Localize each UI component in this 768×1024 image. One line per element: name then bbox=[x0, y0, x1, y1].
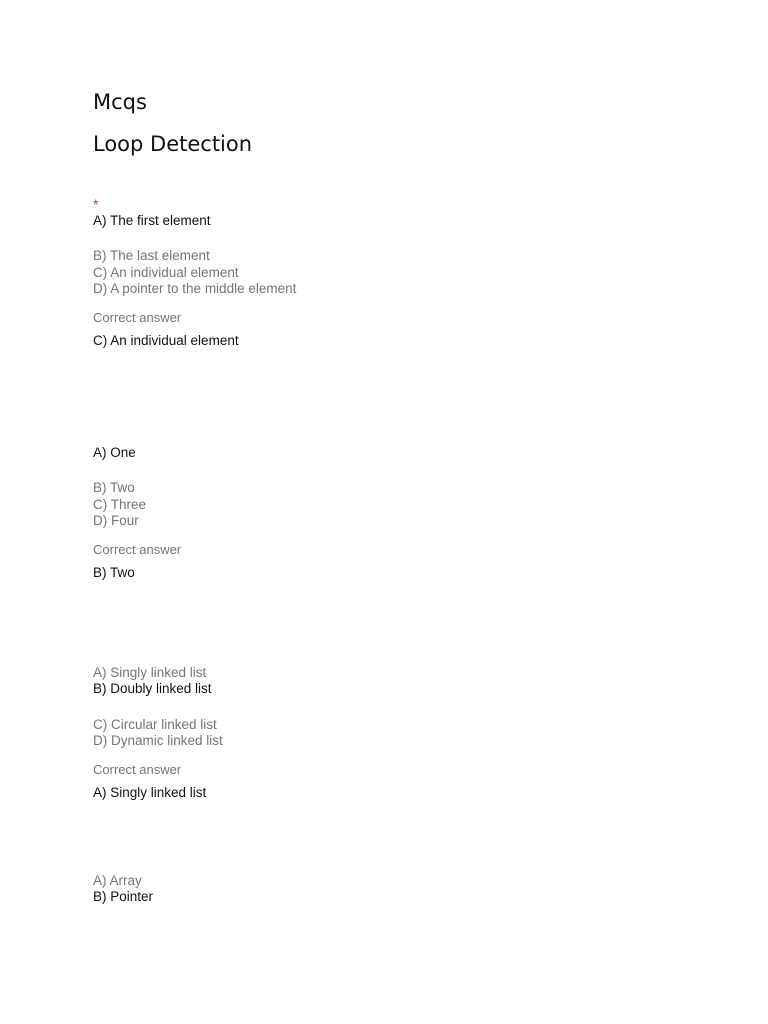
option-c[interactable]: C) Three bbox=[93, 496, 147, 512]
option-b[interactable]: B) Doubly linked list bbox=[93, 681, 212, 697]
correct-answer-value: A) Singly linked list bbox=[93, 785, 207, 801]
required-mark: * bbox=[93, 196, 99, 212]
page-title: Mcqs bbox=[93, 90, 147, 114]
option-a[interactable]: A) Array bbox=[93, 873, 142, 888]
page-subtitle: Loop Detection bbox=[93, 132, 253, 156]
option-b[interactable]: B) Two bbox=[93, 480, 135, 496]
correct-answer-label: Correct answer bbox=[93, 762, 182, 778]
option-d[interactable]: D) Four bbox=[93, 512, 139, 528]
option-d[interactable]: D) A pointer to the middle element bbox=[93, 280, 297, 296]
option-c[interactable]: C) An individual element bbox=[93, 264, 239, 280]
correct-answer-label: Correct answer bbox=[93, 310, 182, 326]
question-3 bbox=[93, 665, 693, 801]
option-a[interactable]: A) The first element bbox=[93, 213, 211, 228]
option-a[interactable]: A) One bbox=[93, 445, 136, 460]
option-d[interactable]: D) Dynamic linked list bbox=[93, 732, 223, 748]
question-2 bbox=[93, 445, 693, 581]
option-b[interactable]: B) Pointer bbox=[93, 889, 154, 905]
question-1 bbox=[93, 197, 693, 349]
option-c[interactable]: C) Circular linked list bbox=[93, 716, 217, 732]
option-a[interactable]: A) Singly linked list bbox=[93, 665, 207, 680]
correct-answer-value: B) Two bbox=[93, 565, 135, 581]
correct-answer-label: Correct answer bbox=[93, 542, 182, 558]
question-4 bbox=[93, 873, 693, 906]
correct-answer-value: C) An individual element bbox=[93, 333, 239, 349]
option-b[interactable]: B) The last element bbox=[93, 248, 210, 264]
